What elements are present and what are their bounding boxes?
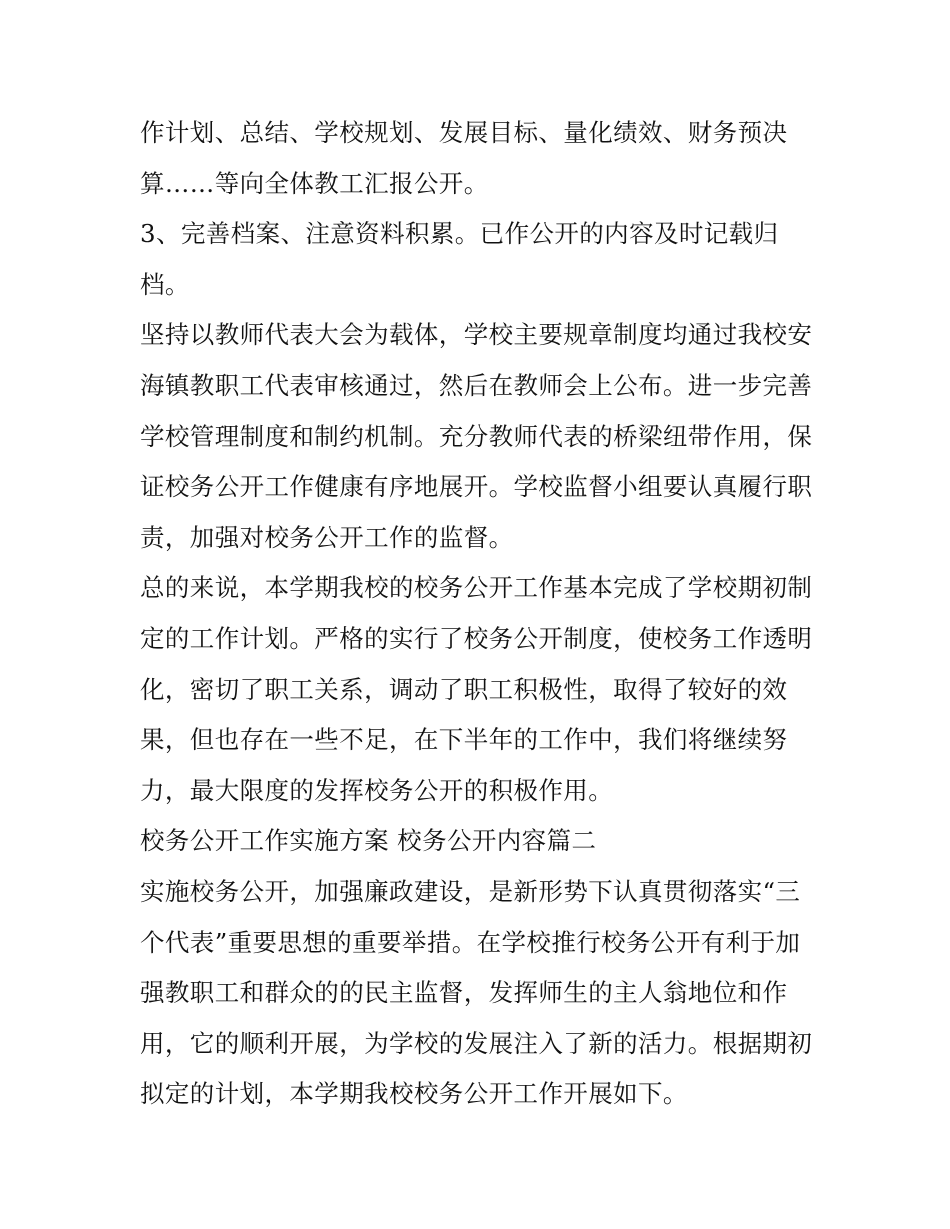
text-line: 作计划、总结、学校规划、发展目标、量化绩效、财务预决 — [140, 118, 788, 147]
text-line: 强教职工和群众的的民主监督，发挥师生的主人翁地位和作 — [140, 978, 788, 1008]
document-body — [140, 108, 820, 1120]
text-line: 证校务公开工作健康有序地展开。学校监督小组要认真履行职 — [140, 472, 813, 502]
text-line: 力，最大限度的发挥校务公开的积极作用。 — [140, 775, 614, 805]
text-line: 总的来说，本学期我校的校务公开工作基本完成了学校期初制 — [140, 573, 813, 603]
text-line: 实施校务公开，加强廉政建设，是新形势下认真贯彻落实“三 — [140, 876, 801, 906]
text-line: 3、完善档案、注意资料积累。已作公开的内容及时记载归 — [140, 219, 779, 249]
text-line: 学校管理制度和制约机制。充分教师代表的桥梁纽带作用，保 — [140, 421, 813, 451]
text-line: 拟定的计划，本学期我校校务公开工作开展如下。 — [140, 1079, 688, 1109]
text-line: 用，它的顺利开展，为学校的发展注入了新的活力。根据期初 — [140, 1028, 813, 1058]
text-line: 档。 — [140, 269, 190, 299]
text-line: 个代表”重要思想的重要举措。在学校推行校务公开有利于加 — [140, 927, 801, 957]
text-line: 海镇教职工代表审核通过，然后在教师会上公布。进一步完善 — [140, 370, 813, 400]
text-line: 算……等向全体教工汇报公开。 — [140, 168, 489, 198]
text-line: 责，加强对校务公开工作的监督。 — [140, 522, 514, 552]
text-line: 坚持以教师代表大会为载体，学校主要规章制度均通过我校安 — [140, 320, 813, 350]
section-heading: 校务公开工作实施方案 校务公开内容篇二 — [140, 826, 597, 856]
text-line: 果，但也存在一些不足，在下半年的工作中，我们将继续努 — [140, 725, 788, 755]
text-line: 化，密切了职工关系，调动了职工积极性，取得了较好的效 — [140, 674, 788, 704]
text-line: 定的工作计划。严格的实行了校务公开制度，使校务工作透明 — [140, 623, 813, 653]
